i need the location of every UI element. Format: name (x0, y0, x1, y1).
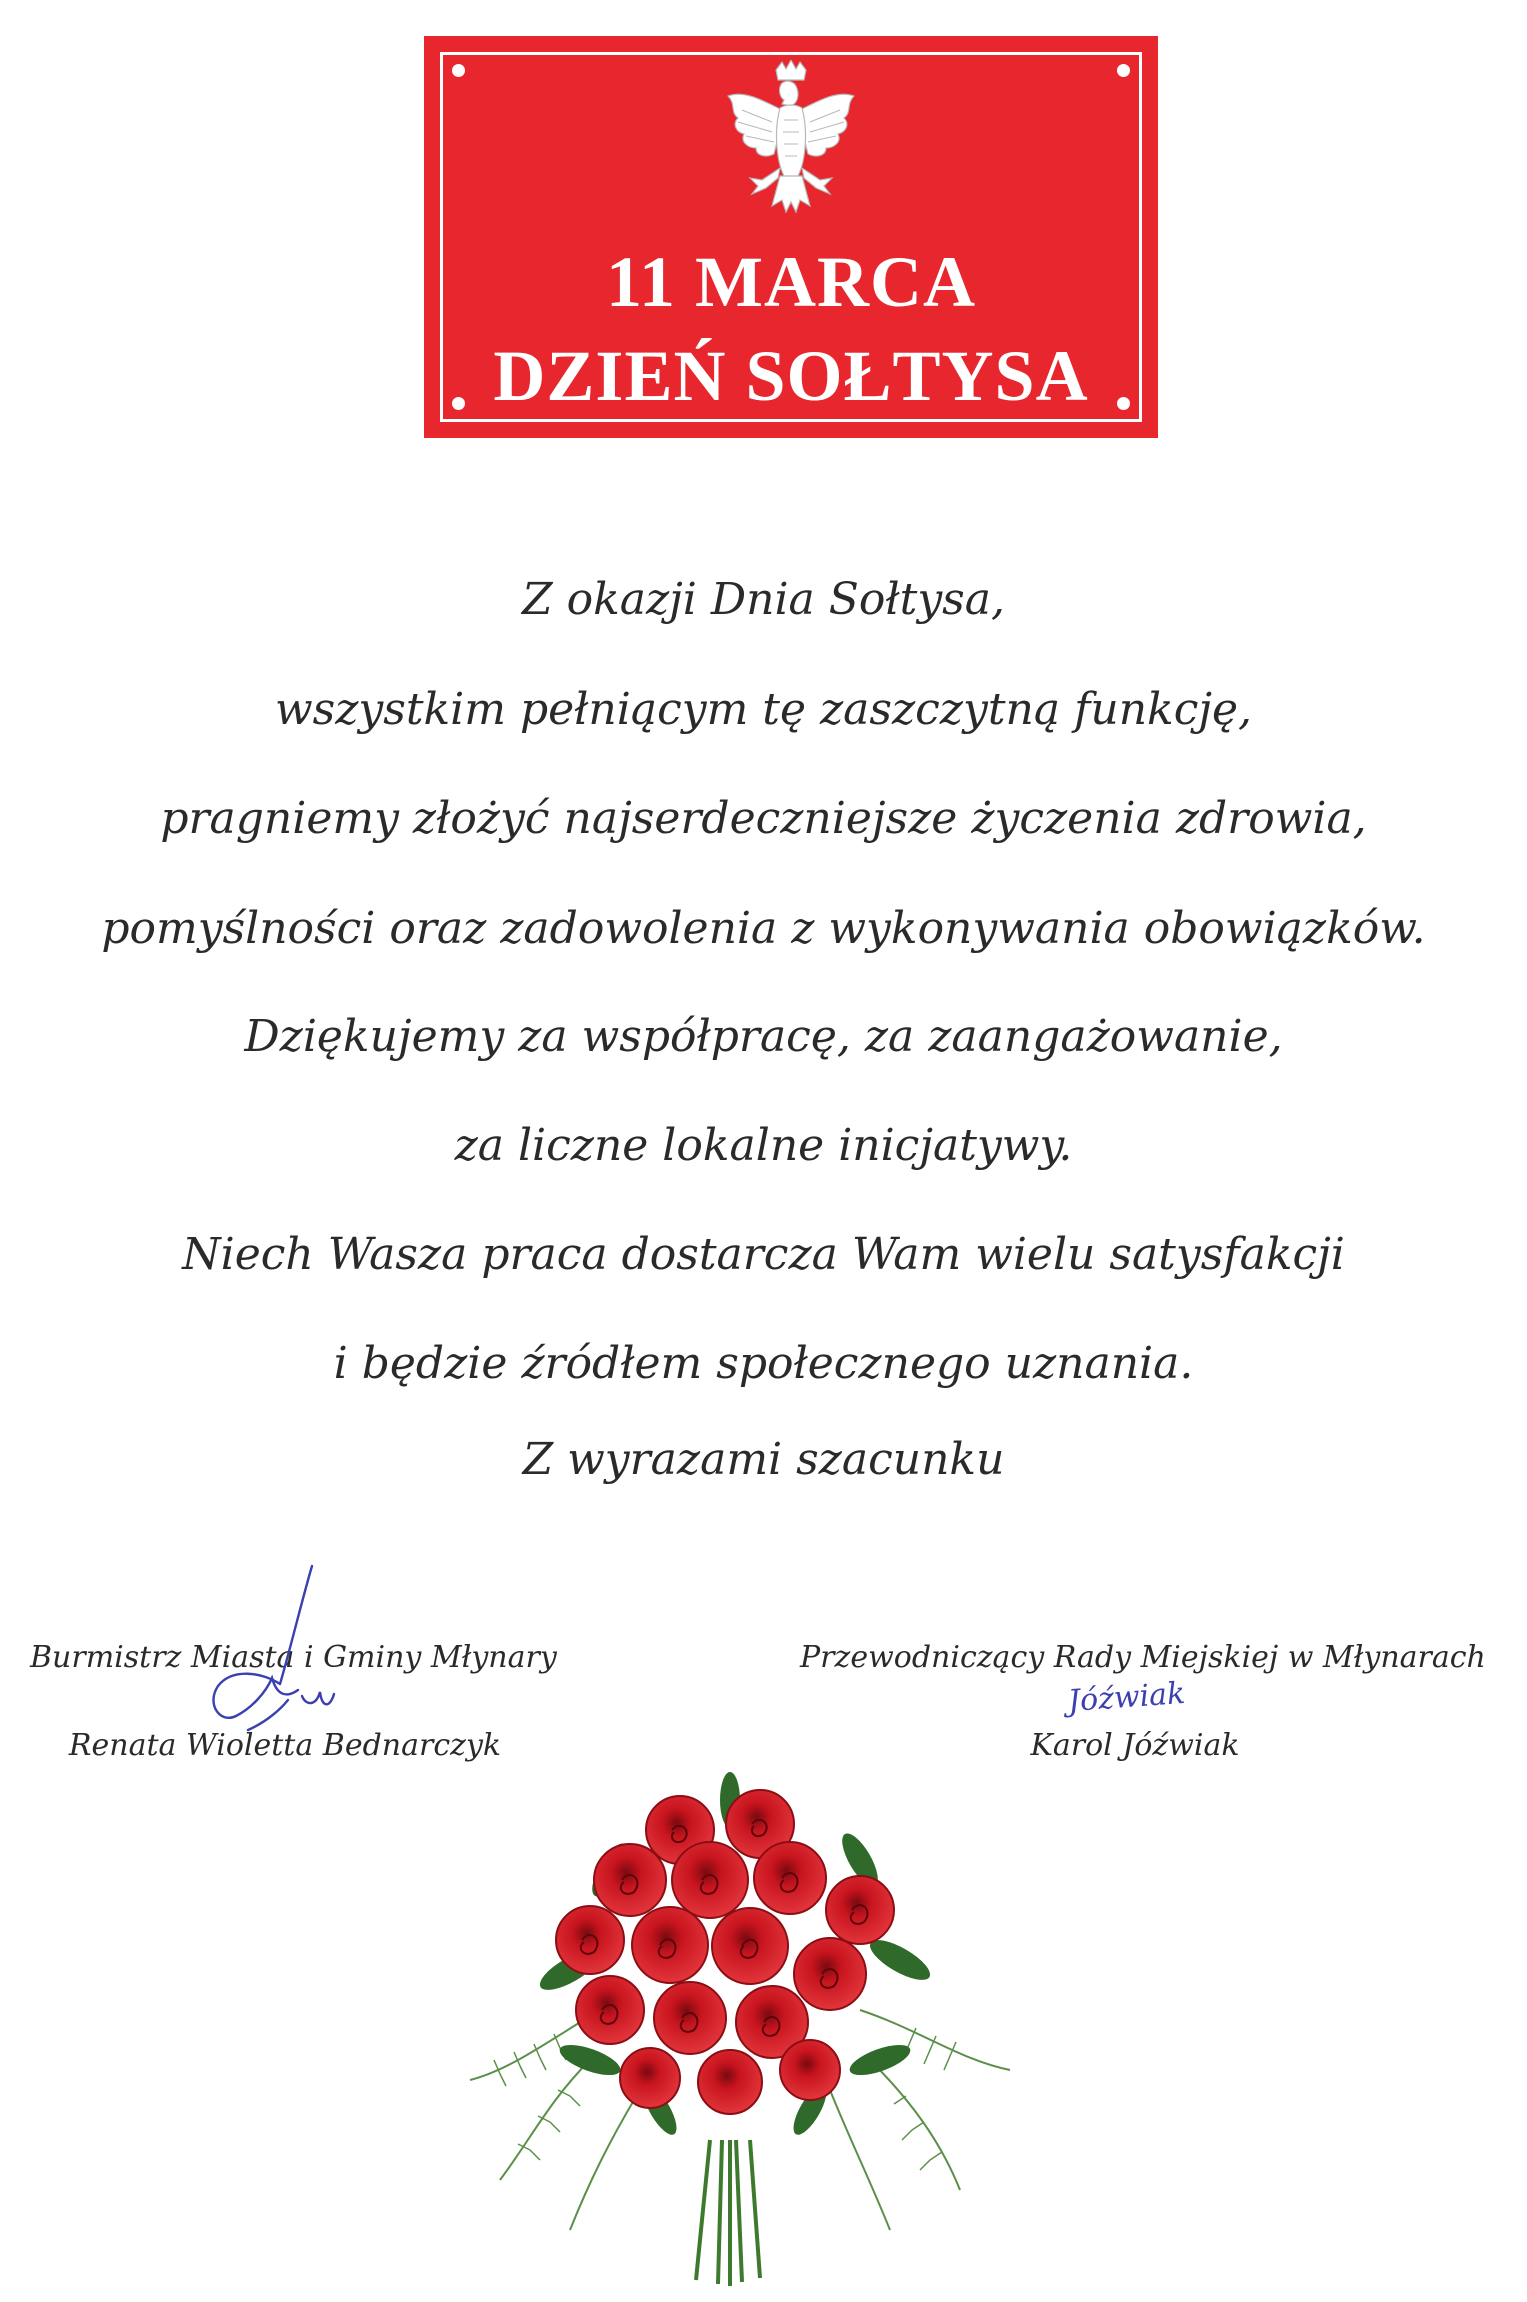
greeting-line: pragniemy złożyć najserdeczniejsze życzenia zdrowia, (160, 793, 1367, 844)
greeting-line: Z okazji Dnia Sołtysa, (522, 574, 1005, 625)
rose-bouquet-image (460, 1760, 1020, 2290)
header-plaque (424, 36, 1158, 438)
greeting-line: Dziękujemy za współpracę, za zaangażowanie, (244, 1011, 1283, 1062)
plaque-rivet (1117, 64, 1130, 77)
council-chairman-signature: Jóźwiak (1066, 1675, 1187, 1720)
greeting-line: Niech Wasza praca dostarcza Wam wielu satysfakcji (182, 1229, 1345, 1280)
mayor-signature-icon (170, 1560, 340, 1750)
mayor-name: Renata Wioletta Bednarczyk (68, 1728, 502, 1763)
council-chairman-name: Karol Jóźwiak (1030, 1728, 1240, 1763)
greeting-closing: Z wyrazami szacunku (522, 1434, 1005, 1485)
plaque-rivet (452, 64, 465, 77)
plaque-date-line: 11 MARCA (606, 242, 976, 322)
greeting-line: wszystkim pełniącym tę zaszczytną funkcję, (274, 684, 1253, 735)
council-chairman-title: Przewodniczący Rady Miejskiej w Młynarach (800, 1640, 1486, 1675)
mayor-title: Burmistrz Miasta i Gminy Młynary (30, 1640, 557, 1675)
plaque-title-line: DZIEŃ SOŁTYSA (493, 336, 1089, 416)
greeting-line: pomyślności oraz zadowolenia z wykonywania obowiązków. (101, 903, 1426, 954)
greeting-line: za liczne lokalne inicjatywy. (454, 1120, 1073, 1171)
greeting-line: i będzie źródłem społecznego uznania. (333, 1338, 1194, 1389)
polish-white-eagle-icon (722, 60, 860, 238)
